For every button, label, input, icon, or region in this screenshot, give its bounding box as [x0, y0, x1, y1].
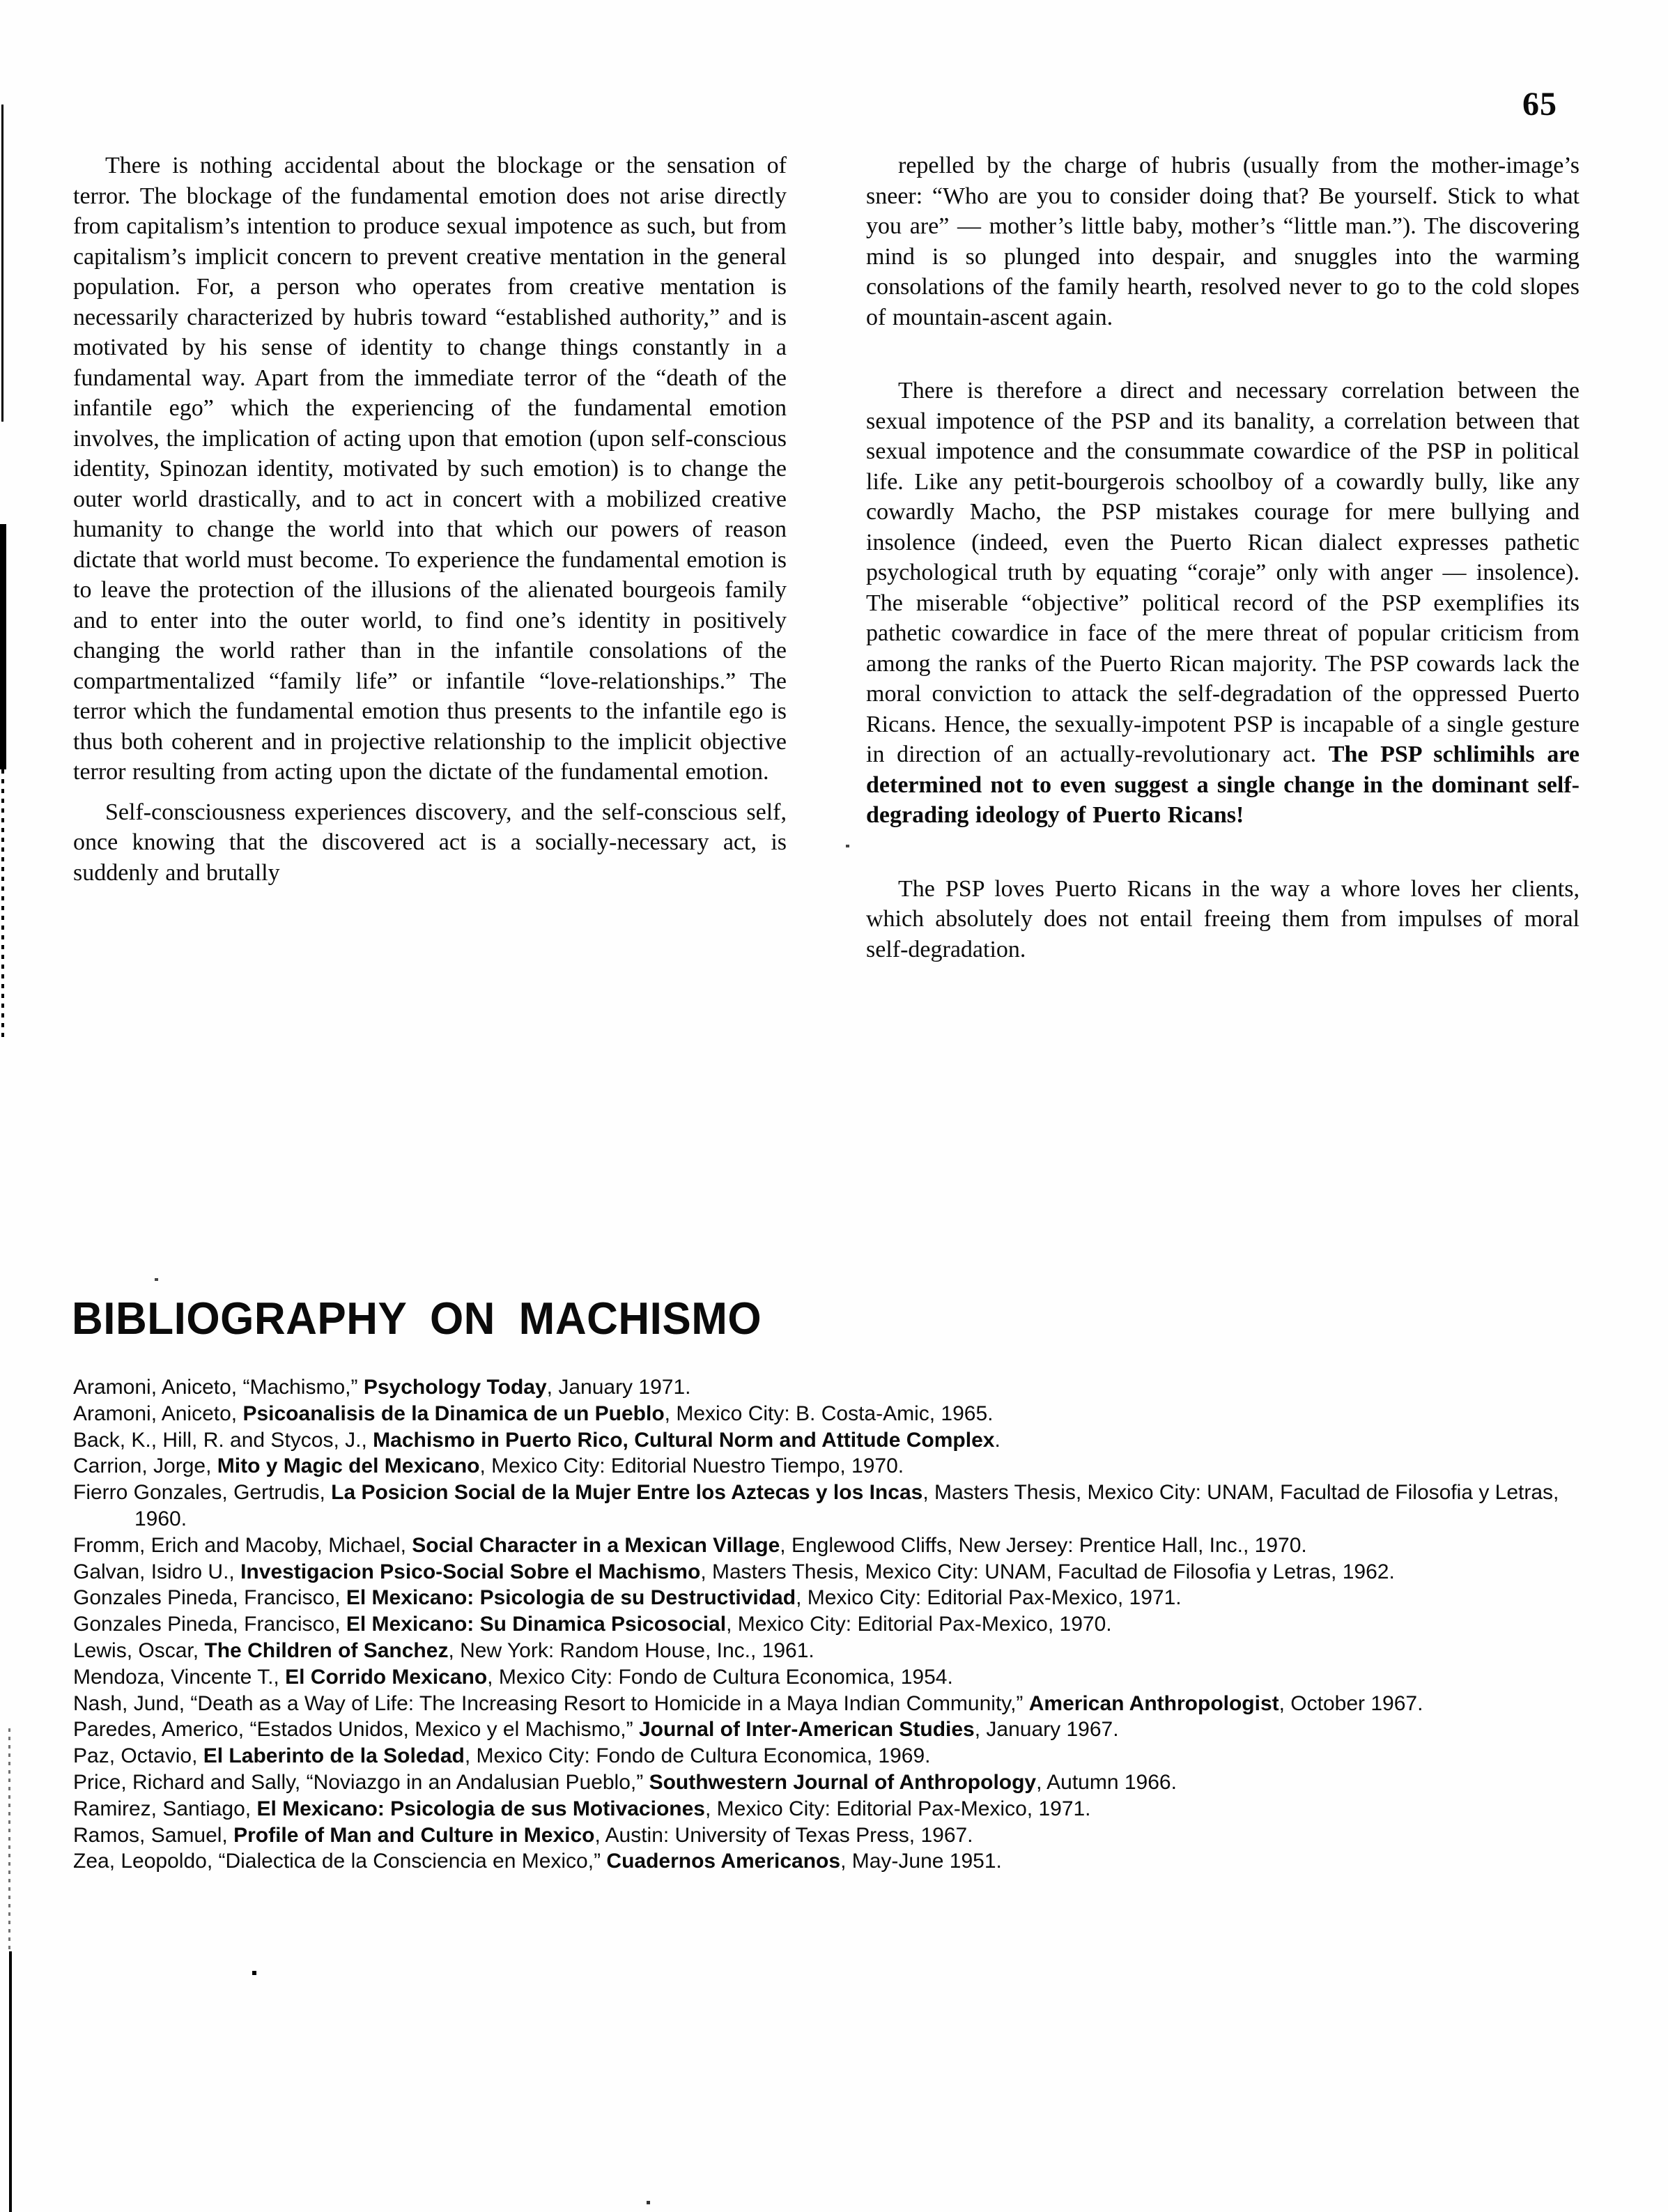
text-run: Carrion, Jorge, — [73, 1454, 217, 1478]
paragraph — [866, 874, 1580, 965]
bibliography-entry — [73, 1638, 1599, 1664]
text-run: Fromm, Erich and Macoby, Michael, — [73, 1533, 412, 1557]
left-margin-scan-line — [1, 105, 3, 422]
text-run: Self-consciousness experiences discovery, and the self-conscious self, once knowing that the discovered act is a socially-necessary act, is suddenly and brutally — [73, 799, 787, 886]
text-run: , Mexico City: Fondo de Cultura Economica, 1969. — [464, 1744, 931, 1768]
bibliography-entry — [73, 1691, 1599, 1717]
scan-speck — [155, 1278, 158, 1281]
text-run: , Mexico City: Editorial Pax-Mexico, 1971. — [704, 1797, 1091, 1820]
bibliography-entry — [73, 1401, 1599, 1427]
text-run: Galvan, Isidro U., — [73, 1560, 241, 1583]
bold-text-run: Investigacion Psico-Social Sobre el Machismo — [240, 1560, 701, 1583]
bold-text-run: Profile of Man and Culture in Mexico — [233, 1823, 595, 1847]
text-run: , May-June 1951. — [840, 1850, 1002, 1873]
text-run: , Austin: University of Texas Press, 1967. — [594, 1823, 973, 1847]
bold-text-run: Psicoanalisis de la Dinamica de un Pueblo — [242, 1401, 665, 1425]
text-run: Mendoza, Vincente T., — [73, 1665, 286, 1689]
text-run: Paz, Octavio, — [73, 1744, 203, 1768]
bold-text-run: La Posicion Social de la Mujer Entre los Aztecas y los Incas — [331, 1481, 923, 1505]
text-run: , Mexico City: B. Costa-Amic, 1965. — [664, 1401, 994, 1425]
bibliography-entry — [73, 1533, 1599, 1559]
text-run: , October 1967. — [1279, 1691, 1423, 1715]
text-run: , Mexico City: Fondo de Cultura Economica, 1954. — [487, 1665, 953, 1689]
text-run: Lewis, Oscar, — [73, 1638, 205, 1662]
bibliography-entry — [73, 1769, 1599, 1796]
text-run: Ramos, Samuel, — [73, 1823, 234, 1847]
right-text-column — [866, 151, 1580, 965]
bibliography-entry — [73, 1374, 1599, 1401]
bold-text-run: El Laberinto de la Soledad — [203, 1744, 465, 1768]
bibliography-entry — [73, 1611, 1599, 1638]
paragraph — [73, 151, 787, 788]
text-run: Gonzales Pineda, Francisco, — [73, 1613, 346, 1636]
text-run: Price, Richard and Sally, “Noviazgo in an Andalusian Pueblo,” — [73, 1770, 649, 1794]
text-run: Fierro Gonzales, Gertrudis, — [73, 1481, 332, 1505]
bibliography-entry — [73, 1453, 1599, 1480]
bibliography-entry — [73, 1716, 1599, 1743]
bibliography-entry — [73, 1796, 1599, 1822]
paragraph — [73, 797, 787, 889]
bold-text-run: El Mexicano: Psicologia de su Destructividad — [346, 1586, 796, 1610]
text-run: , January 1967. — [974, 1718, 1119, 1742]
text-run: There is nothing accidental about the blockage or the sensation of terror. The blockage of the fundamental emotion does not arise directly from capitalism’s intention to produce sexual impotence as such, but from capitalism’s implicit concern to prevent creative mentation in the general population. For, a person who operates from creative mentation is necessarily characterized by hubris toward “established authority,” and is motivated by his sense of identity to change things constantly in a fundamental way. Apart from the immediate terror of the “death of the infantile ego” which the experiencing of the fundamental emotion involves, the implication of acting upon that emotion (upon self-conscious identity, Spinozan identity, motivated by such emotion) is to change the outer world drastically, and to act in concert with a mobilized creative humanity to change the world into that which our powers of reason dictate that world must become. To experience the fundamental emotion is to leave the protection of the illusions of the alienated bourgeois family and to enter into the outer world, to find one’s identity in positively changing the world rather than in the infantile consolations of the compartmentalized “family life” or infantile “love-relationships.” The terror which the fundamental emotion thus presents to the infantile ego is thus both coherent and in projective relationship to the implicit objective terror resulting from acting upon the dictate of the fundamental emotion. — [73, 153, 787, 785]
text-run: . — [994, 1428, 1001, 1452]
bold-text-run: The PSP schlimihls are determined not to even suggest a single change in the dominant self-degrading ideology of Puerto Ricans! — [866, 742, 1580, 828]
paragraph — [866, 151, 1580, 332]
text-run: Zea, Leopoldo, “Dialectica de la Consciencia en Mexico,” — [73, 1850, 607, 1873]
bold-text-run: American Anthropologist — [1028, 1691, 1279, 1715]
text-run: , Mexico City: Editorial Pax-Mexico, 1970. — [726, 1613, 1112, 1636]
text-run: , Englewood Cliffs, New Jersey: Prentice Hall, Inc., 1970. — [780, 1533, 1307, 1557]
text-run: Nash, Jund, “Death as a Way of Life: The Increasing Resort to Homicide in a Maya Indian Community,” — [73, 1691, 1029, 1715]
left-margin-scan-dashes-lower — [8, 1728, 10, 1954]
bold-text-run: Southwestern Journal of Anthropology — [649, 1770, 1037, 1794]
left-text-column — [73, 151, 787, 888]
left-margin-scan-dashes — [1, 769, 4, 1043]
bibliography-entry — [73, 1822, 1599, 1849]
left-margin-scan-bar — [0, 524, 6, 769]
scan-speck — [252, 1971, 256, 1975]
bold-text-run: El Mexicano: Psicologia de sus Motivaciones — [256, 1797, 705, 1820]
text-run: , Masters Thesis, Mexico City: UNAM, Facultad de Filosofia y Letras, 1960. — [134, 1481, 1559, 1530]
text-run: , Autumn 1966. — [1036, 1770, 1177, 1794]
text-run: Ramirez, Santiago, — [73, 1797, 257, 1820]
text-run: , Mexico City: Editorial Pax-Mexico, 1971. — [796, 1586, 1182, 1610]
bibliography-entry — [73, 1664, 1599, 1691]
text-run: , January 1971. — [546, 1376, 691, 1399]
text-run: There is therefore a direct and necessary correlation between the sexual impotence of the PSP and its banality, a correlation between that sexual impotence and the consummate cowardice of the PSP in political life. Like any petit-bourgerois schoolboy of a cowardly bully, like any cowardly Macho, the PSP mistakes courage for mere bullying and insolence (indeed, even the Puerto Rican dialect expresses pathetic psychological truth by equating “coraje” only with anger — insolence). The miserable “objective” political record of the PSP exemplifies its pathetic cowardice in face of the mere threat of popular criticism from among the ranks of the Puerto Rican majority. The PSP cowards lack the moral conviction to attack the self-degradation of the oppressed Puerto Ricans. Hence, the sexually-impotent PSP is incapable of a single gesture in direction of an actually-revolutionary act. — [866, 378, 1580, 767]
text-run: Aramoni, Aniceto, “Machismo,” — [73, 1376, 364, 1399]
bibliography-list — [73, 1374, 1599, 1875]
scan-speck — [647, 2201, 650, 2204]
paragraph — [866, 376, 1580, 831]
scan-speck — [846, 845, 849, 847]
text-run: Back, K., Hill, R. and Stycos, J., — [73, 1428, 373, 1452]
bold-text-run: El Corrido Mexicano — [285, 1665, 488, 1689]
bold-text-run: El Mexicano: Su Dinamica Psicosocial — [346, 1613, 727, 1636]
page-number: 65 — [1522, 86, 1557, 123]
bold-text-run: Psychology Today — [363, 1376, 547, 1399]
text-run: repelled by the charge of hubris (usually from the mother-image’s sneer: “Who are you to consider doing that? Be yourself. Stick to what you are” — mother’s little baby, mother’s “little man.”). The discovering mind is so plunged into despair, and snuggles into the warming consolations of the family hearth, resolved never to go to the cold slopes of mountain-ascent again. — [866, 153, 1580, 330]
bold-text-run: Mito y Magic del Mexicano — [217, 1454, 480, 1478]
bibliography-entry — [73, 1585, 1599, 1611]
text-run: , Mexico City: Editorial Nuestro Tiempo, 1970. — [479, 1454, 904, 1478]
bibliography-entry — [73, 1743, 1599, 1769]
text-run: The PSP loves Puerto Ricans in the way a whore loves her clients, which absolutely does not entail freeing them from impulses of moral self-degradation. — [866, 875, 1580, 962]
text-run: , Masters Thesis, Mexico City: UNAM, Facultad de Filosofia y Letras, 1962. — [700, 1560, 1395, 1583]
bold-text-run: Journal of Inter-American Studies — [638, 1718, 975, 1742]
bibliography-entry — [73, 1480, 1599, 1533]
bibliography-entry — [73, 1848, 1599, 1875]
text-run: Paredes, Americo, “Estados Unidos, Mexico y el Machismo,” — [73, 1718, 639, 1742]
left-margin-scan-line-bottom — [9, 1951, 12, 2212]
bold-text-run: Cuadernos Americanos — [606, 1850, 841, 1873]
bibliography-entry — [73, 1559, 1599, 1585]
bold-text-run: Machismo in Puerto Rico, Cultural Norm and Attitude Complex — [373, 1428, 995, 1452]
text-run: , New York: Random House, Inc., 1961. — [448, 1638, 814, 1662]
bibliography-heading: BIBLIOGRAPHY ON MACHISMO — [72, 1294, 762, 1344]
text-run: Aramoni, Aniceto, — [73, 1401, 243, 1425]
bold-text-run: The Children of Sanchez — [204, 1638, 449, 1662]
text-run: Gonzales Pineda, Francisco, — [73, 1586, 346, 1610]
bold-text-run: Social Character in a Mexican Village — [412, 1533, 780, 1557]
bibliography-entry — [73, 1427, 1599, 1454]
